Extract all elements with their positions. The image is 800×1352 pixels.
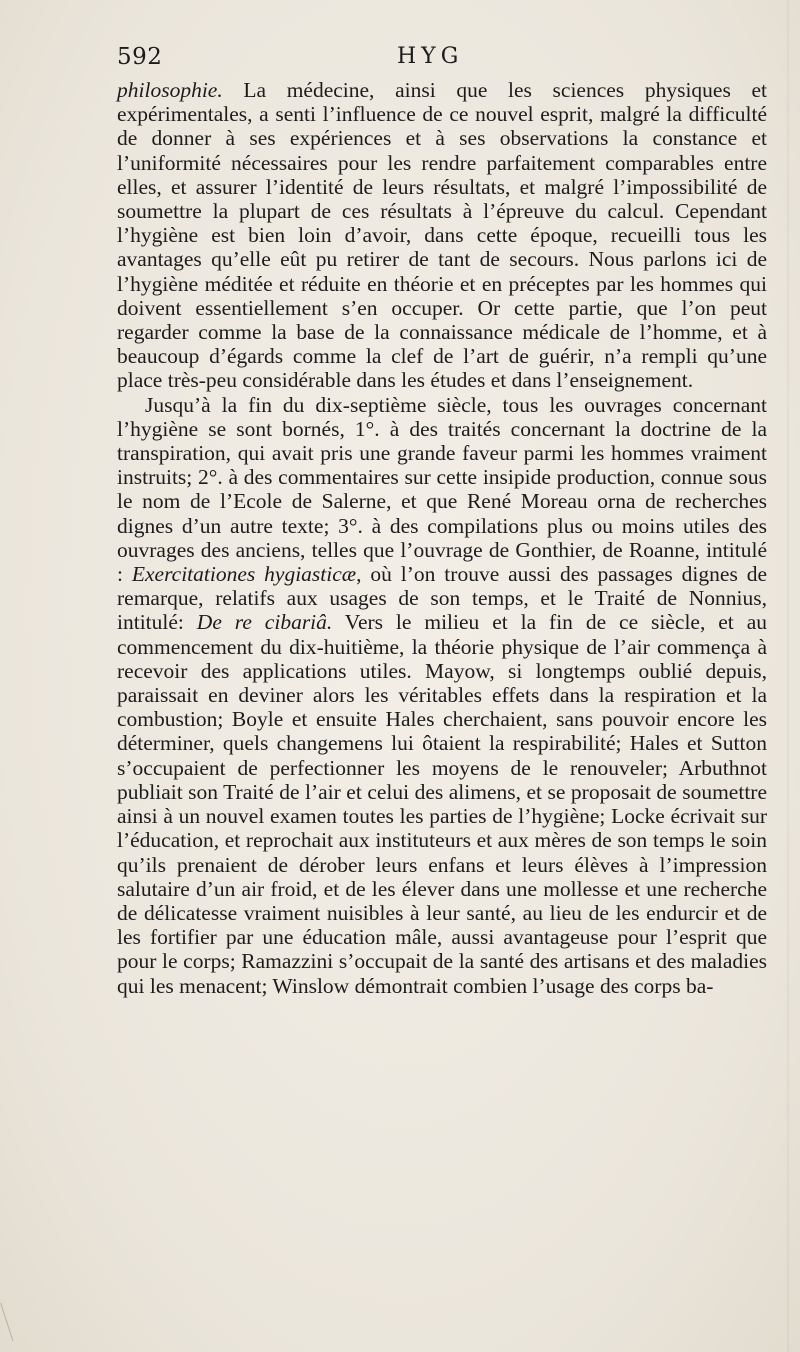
italic-title: Exercitationes hygiasticæ — [131, 562, 357, 587]
body-text — [117, 78, 767, 998]
running-head: HYG — [397, 44, 464, 69]
paragraph — [117, 393, 767, 998]
page-corner-fold — [0, 1299, 27, 1342]
italic-word: philosophie. — [117, 78, 223, 102]
italic-title: De re cibariâ. — [196, 610, 333, 635]
page-edge-shadow — [787, 0, 790, 1352]
paragraph-text: Jusqu’à la fin du dix-septième siècle, tous les ouvrages concernant l’hygiène se sont bornés, 1°. à des traités concernant la doctrine de la transpiration, qui avait pris une grande faveur parmi les hommes vraiment instruits; 2°. à des commentaires sur cette insipide production, connue sous le nom de l’Ecole de Salerne, et que René Moreau orna de recherches dignes d’un autre texte; 3°. à des compilations plus ou moins utiles des ouvrages des anciens, telles que l’ouvrage de Gonthier, de Roanne, intitulé : — [117, 392, 767, 587]
page-number: 592 — [117, 44, 163, 70]
paragraph-text: , où l’on trouve aussi des passages dignes de remarque, relatifs aux usages de son temps, et le Traité de Nonnius, intitulé: — [117, 562, 767, 635]
paragraph — [117, 78, 767, 393]
page-header — [117, 44, 767, 78]
paragraph-text: Vers le milieu et la fin de ce siècle, et au commencement du dix-huitième, la théorie physique de l’air commença à recevoir des applications utiles. Mayow, si longtemps oublié depuis, paraissait en deviner alors les véritables effets dans la respiration et la combustion; Boyle et ensuite Hales cherchaient, sans pouvoir encore les déterminer, quels changemens lui ôtaient la respirabilité; Hales et Sutton s’occupaient de perfectionner les moyens de le renouveler; Arbuthnot publiait son Traité de l’air et celui des alimens, et se proposait de soumettre ainsi à un nouvel examen toutes les parties de l’hygiène; Locke écrivait sur l’éducation, et reprochait aux instituteurs et aux mères de son temps le soin qu’ils prenaient de dérober leurs enfans et leurs élèves à l’impression salutaire d’un air froid, et de les élever dans une mollesse et une recherche de délicatesse vraiment nuisibles à leur santé, au lieu de les endurcir et de les fortifier par une éducation mâle, aussi avantageuse pour l’esprit que pour le corps; Ramazzini s’occupait de la santé des artisans et des maladies qui les menacent; Winslow démontrait combien l’usage des corps ba- — [117, 610, 767, 998]
paragraph-text: La médecine, ainsi que les sciences physiques et expérimentales, a senti l’influence de ce nouvel esprit, malgré la difficulté de donner à ses expériences et à ses observations la constance et l’uniformité nécessaires pour les rendre parfaitement comparables entre elles, et assurer l’identité de leurs résultats, et malgré l’impossibilité de soumettre la plupart de ces résultats à l’épreuve du calcul. Cependant l’hygiène est bien loin d’avoir, dans cette époque, recueilli tous les avantages qu’elle eût pu retirer de tant de secours. Nous parlons ici de l’hygiène méditée et réduite en théorie et en préceptes par les hommes qui doivent essentiellement s’en occuper. Or cette partie, que l’on peut regarder comme la base de la connaissance médicale de l’homme, et à beaucoup d’égards comme la clef de l’art de guérir, n’a rempli qu’une place très-peu considérable dans les études et dans l’enseignement. — [117, 78, 767, 393]
